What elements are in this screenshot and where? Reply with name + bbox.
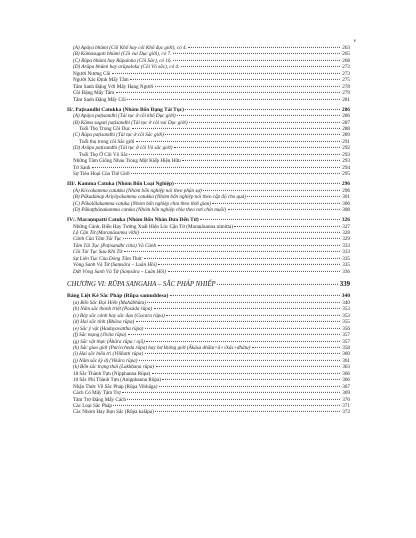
dot-leader — [165, 134, 339, 135]
dot-leader — [162, 379, 339, 380]
dot-leader — [152, 373, 340, 374]
dot-leader — [182, 160, 339, 161]
toc-entry-page: 358 — [342, 344, 350, 351]
toc-entry-page: 296 — [342, 187, 350, 194]
toc-entry-page: 372 — [342, 409, 350, 416]
toc-entry-page: 279 — [342, 90, 350, 97]
toc-entry-title: Tâm Tái Tục (Paṭisandhi citta) Và Cảnh — [73, 242, 157, 249]
toc-entry-title: Cảnh Của Tâm Tái Tục — [73, 236, 122, 243]
dot-leader — [212, 203, 339, 204]
toc-entry-title: Tâm Sanh Đặng Với Mấy Hạng Người — [73, 83, 154, 90]
toc-entry-page: 327 — [342, 223, 350, 230]
toc-entry-title: Vòng Sanh Và Tử (Saṃsāra – Luân Hồi) — [73, 262, 157, 269]
toc-entry-page: 357 — [342, 338, 350, 345]
dot-leader — [155, 411, 339, 412]
toc-entry-page: 275 — [342, 77, 350, 84]
dot-leader — [234, 225, 339, 226]
dot-leader — [168, 271, 340, 272]
toc-entry-title: (B) Kāmasugati bhūmi (Cõi vui Dục giới), có 7. — [73, 51, 172, 58]
toc-entry-title: CHƯƠNG VI: RŪPA SANGAHA – SẮC PHÁP NHIẾP — [67, 281, 216, 289]
dot-leader — [154, 308, 340, 309]
toc-entry — [67, 171, 350, 177]
toc-entry — [67, 269, 350, 275]
toc-entry-page: 336 — [342, 268, 350, 275]
toc-entry — [67, 281, 350, 289]
dot-leader — [252, 347, 340, 348]
dot-leader — [158, 245, 340, 246]
toc-entry-page: 366 — [342, 377, 350, 384]
toc-entry-title: (j) Năm sắc kỳ dị (Vikāra rūpa) — [73, 357, 138, 364]
toc-entry-page: 367 — [342, 383, 350, 390]
toc-entry-page: 308 — [342, 207, 350, 214]
toc-entry-title: (D) Arūpa bhūmi hay arūpaloka (Cõi Vô sắc), có 4. — [73, 64, 180, 71]
toc-entry-title: (C) Rūpa bhūmi hay Rūpaloka (Cõi Sắc), có 16. — [73, 57, 172, 64]
toc-entry-title: Cách Có Mấy Tâm Trợ — [73, 390, 121, 397]
dot-leader — [124, 251, 340, 252]
dot-leader — [132, 128, 340, 129]
toc-entry-page: 333 — [342, 242, 350, 249]
dot-leader — [112, 73, 339, 74]
toc-entry-title: (A) Apāya paṭisandhi (Tái tục ở cõi khổ Dục giới) — [73, 113, 176, 120]
toc-entry-page: 340 — [342, 299, 350, 306]
dot-leader — [116, 92, 340, 93]
toc-entry-title: (b) Năm sắc thanh triệt (Pasāda rūpa) — [73, 306, 153, 313]
toc-entry-page: 329 — [342, 236, 350, 243]
toc-entry-page: 301 — [342, 194, 350, 201]
toc-entry-page: 294 — [342, 164, 350, 171]
dot-leader — [175, 183, 339, 184]
toc-entry-title: Tuổi Thọ Trong Cõi Dục — [79, 126, 131, 133]
toc-entry-page: 328 — [342, 230, 350, 237]
toc-entry-title: Những Tâm Giống Nhau Trong Một Kiếp Hiện Hữu — [73, 158, 181, 165]
toc-entry-page: 288 — [342, 126, 350, 133]
toc-entry-title: (c) Bảy sắc cảnh hay sắc đạo (Gocara rūpa) — [73, 312, 165, 319]
toc-entry-title: Cõi Tái Tục Sau Khi Tử — [73, 249, 123, 256]
toc-entry-title: (B) Kāma sugati paṭisandhi (Tái tục ở cõi vui Dục giới) — [73, 119, 188, 126]
toc-entry-page: 357 — [342, 332, 350, 339]
dot-leader — [177, 115, 339, 116]
dot-leader — [141, 232, 340, 233]
dot-leader — [188, 47, 339, 48]
toc-entry-page: 286 — [342, 113, 350, 120]
dot-leader — [228, 209, 340, 210]
toc-entry-title: Dứt Vòng Sanh Và Tử (Saṃsāra – Luân Hồi) — [73, 268, 167, 275]
toc-entry-title: Tâm Sanh Đặng Mấy Cõi — [73, 96, 126, 103]
dot-leader — [174, 147, 340, 148]
toc-entry-title: 10 Sắc Phi Thành Tựu (Anipphanna Rūpa) — [73, 377, 161, 384]
toc-entry-page: 296 — [341, 181, 350, 188]
toc-entry-title: (f) Sắc mạng (Jīvita rūpa) — [73, 332, 127, 339]
dot-leader — [127, 398, 339, 399]
toc-entry-title: Những Cảnh, Biểu Hay Tướng Xuất Hiện Lúc Cận Tử (Maraṇāsanna nimitta) — [73, 223, 233, 230]
toc-entry-title: Tuổi thọ trong cõi Sắc giới — [79, 138, 135, 145]
toc-entry-page: 339 — [339, 281, 350, 289]
dot-leader — [113, 405, 339, 406]
toc-entry-title: II/. Paṭisandhi Catukka (Nhóm Bốn Đạng Tái Tục) — [67, 106, 184, 113]
dot-leader — [203, 190, 339, 191]
toc-entry-page: 263 — [342, 45, 350, 51]
dot-leader — [122, 392, 339, 393]
toc-entry-page: 333 — [342, 249, 350, 256]
toc-entry-page: 272 — [342, 64, 350, 71]
toc-entry-title: (g) Sắc vật thực (Āhāra rūpa / ojā) — [73, 338, 145, 345]
dot-leader — [145, 327, 340, 328]
toc-entry-page: 286 — [341, 106, 350, 113]
dot-leader — [127, 99, 339, 100]
toc-entry-title: (k) Bốn sắc trạng thái (Lakkhaṇa rūpa) — [73, 364, 155, 371]
dot-leader — [247, 196, 339, 197]
toc-entry-page: 292 — [342, 145, 350, 152]
toc-entry-title: (D) Arūpa paṭisandhi (Tái tục ở cõi Vô sắc giới) — [73, 145, 173, 152]
toc-entry-page: 326 — [341, 217, 350, 224]
toc-entry-title: Tâm Trợ Đặng Mấy Cách — [73, 396, 126, 403]
toc-entry-title: Bảng Liệt Kê Sắc Pháp (Rūpa samuddesa) — [67, 292, 169, 299]
toc-entry-page: 265 — [342, 51, 350, 58]
toc-entry-title: Cõi Đặng Mấy Tâm — [73, 90, 115, 97]
dot-leader — [136, 141, 340, 142]
toc-entry-page: 371 — [342, 403, 350, 410]
toc-entry-page: 366 — [342, 370, 350, 377]
dot-leader — [173, 53, 340, 54]
toc-entry-title: (a) Bốn Sắc Đại Hiển (Mahābhūta) — [73, 299, 146, 306]
toc-entry-page: 335 — [342, 262, 350, 269]
toc-entry-title: Các Nhóm Hay Bọn Sắc (Rūpa kalāpa) — [73, 409, 154, 416]
toc-entry-page: 291 — [342, 138, 350, 145]
toc-entry-page: 306 — [342, 200, 350, 207]
toc-entry-page: 268 — [342, 57, 350, 64]
page-number: v — [353, 38, 356, 44]
toc-entry — [67, 409, 350, 415]
toc-entry-page: 369 — [342, 390, 350, 397]
toc-entry-title: Tử Sanh — [73, 164, 91, 171]
toc-entry-page: 361 — [342, 357, 350, 364]
dot-leader — [145, 353, 340, 354]
dot-leader — [136, 321, 340, 322]
toc-entry-page: 287 — [342, 119, 350, 126]
dot-leader — [170, 295, 340, 296]
toc-entry — [67, 293, 350, 300]
toc-entry-title: (D) Pākaṭṭhānakamma catuka (Nhóm bốn nghiệp chia theo nơi chín muồi) — [73, 207, 227, 214]
dot-leader — [217, 284, 338, 285]
toc-entry-title: Người Xác Định Mấy Tâm — [73, 77, 129, 84]
toc-entry-title: 18 Sắc Thành Tựu (Nipphanna Rūpa) — [73, 370, 151, 377]
dot-leader — [181, 66, 340, 67]
dot-leader — [189, 121, 339, 122]
toc-entry-page: 356 — [342, 325, 350, 332]
dot-leader — [147, 302, 339, 303]
toc-entry-title: Người Nương Cõi — [73, 70, 111, 77]
dot-leader — [156, 366, 340, 367]
toc-entry-page: 353 — [342, 312, 350, 319]
dot-leader — [185, 109, 339, 110]
toc-entry-title: Các Loại Sắc Pháp — [73, 403, 112, 410]
toc-entry-page: 370 — [342, 396, 350, 403]
dot-leader — [158, 264, 339, 265]
dot-leader — [128, 334, 340, 335]
toc-entry-page: 363 — [342, 364, 350, 371]
toc-entry-page: 281 — [342, 96, 350, 103]
toc-entry-title: Sự Liên Tục Của Dòng Tâm Thức — [73, 255, 143, 262]
toc-entry-title: (d) Hai sắc tính (Bhāva rūpa) — [73, 319, 135, 326]
toc-entry-page: 293 — [342, 158, 350, 165]
toc-entry — [67, 97, 350, 103]
toc-entry-page: 273 — [342, 70, 350, 77]
toc-entry-page: 335 — [342, 255, 350, 262]
toc-entry-title: (C) Rūpa paṭisandhi (Tái tục ở cõi Sắc giới) — [73, 132, 164, 139]
toc-entry-page: 293 — [342, 151, 350, 158]
dot-leader — [130, 79, 339, 80]
toc-entry-page: 340 — [341, 292, 350, 299]
toc-entry-page: 353 — [342, 306, 350, 313]
toc-entry-page: 295 — [342, 171, 350, 178]
dot-leader — [200, 219, 339, 220]
dot-leader — [131, 173, 339, 174]
dot-leader — [173, 60, 339, 61]
toc-entry-title: (A) Apāya bhūmi (Cõi Khổ hay cõi Khổ đục giới), có 4. — [73, 45, 187, 51]
toc-entry-title: (h) Sắc giao giới (Pariccheda rūpa) hay hư không giới (Ākāsa dhātu=ā+√kās+dhātu) — [73, 344, 251, 351]
dot-leader — [159, 386, 340, 387]
dot-leader — [155, 86, 340, 87]
toc-entry-title: (i) Hai sắc biểu tri (Viññatti rūpa) — [73, 351, 144, 358]
toc-entry-title: (e) Sắc ý vật (Hadayavatthu rūpa) — [73, 325, 144, 332]
dot-leader — [144, 258, 339, 259]
toc-entry-title: IV/. Maraṇupatti Catuka (Nhóm Bốn Nhân Đưa Đến Tử) — [67, 217, 199, 224]
dot-leader — [166, 315, 339, 316]
toc-entry-page: 355 — [342, 319, 350, 326]
dot-leader — [92, 167, 340, 168]
toc-entry-page: 278 — [342, 83, 350, 90]
table-of-contents — [67, 45, 350, 416]
toc-entry — [67, 207, 350, 213]
toc-entry-page: 289 — [342, 132, 350, 139]
toc-entry-title: (A) Kiccakamma catukka (Nhóm bốn nghiệp nói theo phận sự) — [73, 187, 202, 194]
toc-entry-title: Tuổi Thọ Ở Cõi Vô Sắc — [79, 151, 128, 158]
toc-entry-title: Lộ Cận Tử (Maraṇāsanna vīthi) — [73, 230, 140, 237]
dot-leader — [146, 340, 339, 341]
dot-leader — [139, 360, 340, 361]
toc-entry-title: (C) Pākalālakamma catuka (Nhóm bốn nghiệp chia theo thời gian) — [73, 200, 211, 207]
toc-entry-title: Sự Tiêu Hoại Của Thế Giới — [73, 171, 130, 178]
toc-entry-title: Nhận Thức Về Sắc Pháp (Rūpa Vibhāga) — [73, 383, 158, 390]
toc-entry-title: (B) Pākadānap Ariyāyakamma catukka (Nhóm bốn nghiệp nói theo cấp độ cho quả) — [73, 194, 246, 201]
dot-leader — [129, 154, 339, 155]
dot-leader — [123, 238, 339, 239]
toc-entry-title: III/. Kamma Catuka (Nhóm Bốn Loại Nghiệp) — [67, 181, 174, 188]
toc-entry-page: 360 — [342, 351, 350, 358]
